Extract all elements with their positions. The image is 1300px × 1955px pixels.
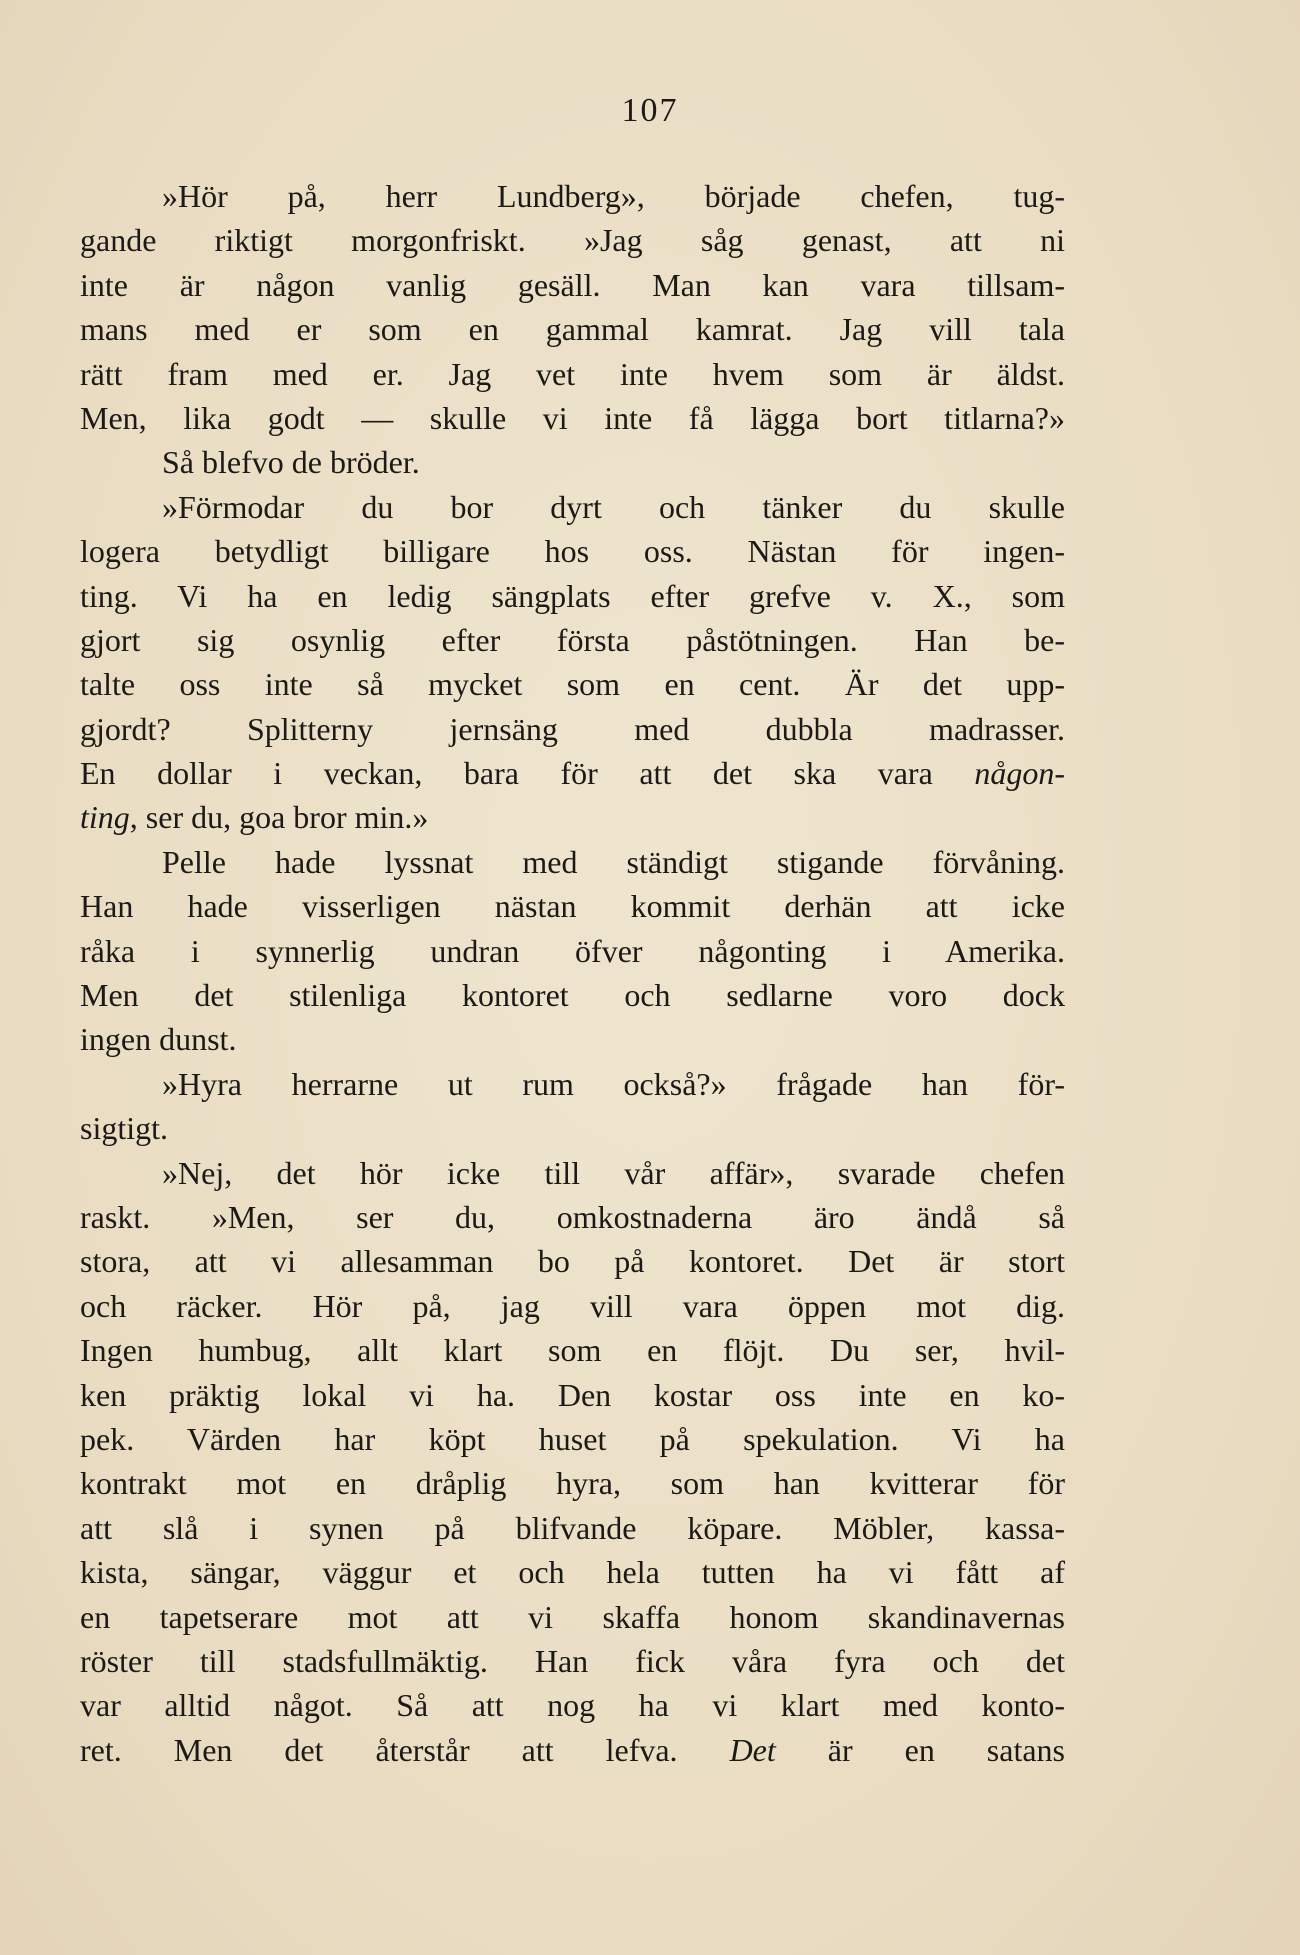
line-text: Men, lika godt — skulle vi inte få lägga bort titlarna?» (80, 399, 1065, 436)
line-text: råka i synnerlig undran öfver någonting i Amerika. (80, 932, 1065, 969)
text-line (80, 529, 1065, 573)
line-text: Pelle hade lyssnat med ständigt stigande förvåning. (162, 843, 1065, 880)
text-line (80, 1239, 1065, 1283)
text-line (80, 1728, 1065, 1772)
italic-text: Det (729, 1731, 776, 1768)
text-line (80, 1373, 1065, 1417)
line-text: »Förmodar du bor dyrt och tänker du skulle (162, 488, 1065, 525)
line-text: och räcker. Hör på, jag vill vara öppen mot dig. (80, 1287, 1065, 1324)
text-line (80, 1550, 1065, 1594)
text-line (80, 1639, 1065, 1683)
page-number: 107 (621, 92, 679, 129)
italic-text: någon- (974, 755, 1065, 792)
line-text: , ser du, goa bror min.» (129, 799, 429, 836)
text-line (80, 1328, 1065, 1372)
line-text: stora, att vi allesamman bo på kontoret. Det är stort (80, 1243, 1065, 1280)
text-line (80, 352, 1065, 396)
line-text: Ingen humbug, allt klart som en flöjt. Du ser, hvil- (80, 1332, 1065, 1369)
line-text: kista, sängar, väggur et och hela tutten ha vi fått af (80, 1554, 1065, 1591)
line-text: gjordt? Splitterny jernsäng med dubbla madrasser. (80, 710, 1065, 747)
line-text: röster till stadsfullmäktig. Han fick våra fyra och det (80, 1642, 1065, 1679)
text-line (80, 1017, 1065, 1061)
line-text: rätt fram med er. Jag vet inte hvem som är äldst. (80, 355, 1065, 392)
text-line (80, 440, 1065, 484)
text-line (80, 795, 1065, 839)
line-text: Så blefvo de bröder. (162, 444, 420, 481)
text-line (80, 662, 1065, 706)
text-line (80, 1062, 1065, 1106)
text-line (80, 1595, 1065, 1639)
text-line (80, 485, 1065, 529)
text-line (80, 174, 1065, 218)
line-text: talte oss inte så mycket som en cent. Är det upp- (80, 666, 1065, 703)
text-line (80, 1106, 1065, 1150)
text-line (80, 707, 1065, 751)
line-text: En dollar i veckan, bara för att det ska vara (80, 755, 975, 792)
text-line (80, 307, 1065, 351)
line-text: en tapetserare mot att vi skaffa honom skandinavernas (80, 1598, 1065, 1635)
text-line (80, 1195, 1065, 1239)
line-text: raskt. »Men, ser du, omkostnaderna äro ändå så (80, 1198, 1065, 1235)
line-text: inte är någon vanlig gesäll. Man kan vara tillsam- (80, 266, 1065, 303)
text-line (80, 929, 1065, 973)
line-text: att slå i synen på blifvande köpare. Möbler, kassa- (80, 1509, 1065, 1546)
line-text: logera betydligt billigare hos oss. Nästan för ingen- (80, 533, 1065, 570)
line-text: mans med er som en gammal kamrat. Jag vill tala (80, 311, 1065, 348)
line-text: sigtigt. (80, 1110, 169, 1147)
body-text (80, 174, 1065, 1772)
text-line (80, 751, 1065, 795)
line-text: ken präktig lokal vi ha. Den kostar oss inte en ko- (80, 1376, 1065, 1413)
text-line (80, 1284, 1065, 1328)
line-text: »Nej, det hör icke till vår affär», svarade chefen (162, 1154, 1065, 1191)
line-text: »Hör på, herr Lundberg», började chefen, tug- (162, 178, 1065, 214)
text-line (80, 218, 1065, 262)
line-text: pek. Värden har köpt huset på spekulation. Vi ha (80, 1420, 1065, 1457)
italic-text: ting (80, 799, 130, 836)
text-line (80, 1417, 1065, 1461)
line-text: är en satans (775, 1731, 1065, 1768)
line-text: »Hyra herrarne ut rum också?» frågade han för- (162, 1065, 1065, 1102)
text-line (80, 973, 1065, 1017)
line-text: kontrakt mot en dråplig hyra, som han kvitterar för (80, 1465, 1065, 1502)
text-line (80, 840, 1065, 884)
text-line (80, 574, 1065, 618)
line-text: ingen dunst. (80, 1021, 237, 1058)
text-line (80, 1151, 1065, 1195)
line-text: var alltid något. Så att nog ha vi klart med konto- (80, 1687, 1065, 1724)
line-text: ting. Vi ha en ledig sängplats efter grefve v. X., som (80, 577, 1065, 614)
line-text: ret. Men det återstår att lefva. (80, 1731, 730, 1768)
text-line (80, 884, 1065, 928)
line-text: Han hade visserligen nästan kommit derhän att icke (80, 888, 1065, 925)
text-line (80, 1461, 1065, 1505)
line-text: Men det stilenliga kontoret och sedlarne voro dock (80, 977, 1065, 1014)
line-text: gjort sig osynlig efter första påstötningen. Han be- (80, 621, 1065, 658)
line-text: gande riktigt morgonfriskt. »Jag såg genast, att ni (80, 222, 1065, 259)
text-line (80, 1506, 1065, 1550)
text-line (80, 618, 1065, 662)
text-line (80, 1683, 1065, 1727)
text-line (80, 396, 1065, 440)
text-line (80, 263, 1065, 307)
